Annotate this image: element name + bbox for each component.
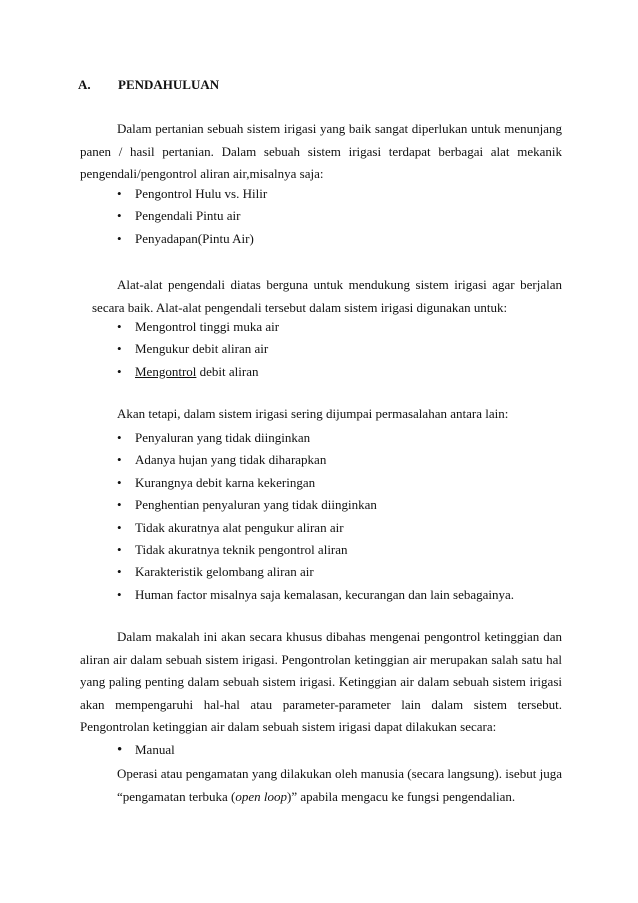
list-item: • Mengontrol tinggi muka air	[117, 316, 279, 338]
intro-paragraph: Dalam pertanian sebuah sistem irigasi yang baik sangat diperlukan untuk menunjang panen / hasil pertanian. Dalam sebuah sistem irigasi terdapat berbagai alat mekanik pengendali/pengontrol aliran air,misalnya saja:	[80, 121, 562, 181]
list-item	[117, 739, 175, 761]
bullet-icon: •	[117, 586, 122, 602]
bullet-icon: •	[117, 230, 122, 246]
mechanism-list	[117, 183, 267, 250]
bullet-icon: •	[117, 186, 122, 201]
bullet-icon: •	[117, 519, 122, 535]
section-heading	[78, 77, 219, 93]
italic-term: open loop	[235, 788, 288, 804]
method-label: Manual	[135, 742, 175, 757]
list-item: • Mengukur debit aliran air	[117, 338, 279, 360]
section-number: A.	[78, 77, 91, 92]
bullet-icon: •	[117, 430, 122, 445]
list-item: • Tidak akuratnya teknik pengontrol aliran	[117, 539, 514, 561]
bullet-icon: •	[117, 742, 123, 758]
problems-intro: Akan tetapi, dalam sistem irigasi sering dijumpai permasalahan antara lain:	[117, 406, 509, 421]
list-item: • Mengontrol debit aliran	[117, 361, 279, 383]
focus-paragraph: Dalam makalah ini akan secara khusus dibahas mengenai pengontrol ketinggian dan aliran air dalam sebuah sistem irigasi. Pengontrolan ketinggian air merupakan salah satu hal yang paling penting dalam sebuah sistem irigasi. Ketinggian air dalam sebuah sistem irigasi akan mempengaruhi hal-hal atau parameter-parameter lain dalam sistem tersebut. Pengontrolan ketinggian air dalam sebuah sistem irigasi dapat dilakukan secara:	[80, 629, 562, 734]
list-item: • Pengendali Pintu air	[117, 205, 267, 227]
bullet-icon: •	[117, 341, 122, 357]
bullet-icon: •	[117, 452, 122, 468]
list-item: • Penghentian penyaluran yang tidak diinginkan	[117, 494, 514, 516]
list-item: • Karakteristik gelombang aliran air	[117, 561, 514, 583]
bullet-icon: •	[117, 541, 122, 557]
list-item: • Penyadapan(Pintu Air)	[117, 228, 267, 250]
list-item: • Human factor misalnya saja kemalasan, kecurangan dan lain sebagainya.	[117, 584, 514, 606]
bullet-icon: •	[117, 319, 122, 334]
manual-description: Operasi atau pengamatan yang dilakukan oleh manusia (secara langsung). isebut juga “pengamatan terbuka (open loop)” apabila mengacu ke fungsi pengendalian.	[117, 766, 562, 804]
bullet-icon: •	[117, 497, 122, 513]
problems-list	[117, 427, 514, 606]
method-list	[117, 739, 175, 761]
list-item: • Pengontrol Hulu vs. Hilir	[117, 183, 267, 205]
list-item: • Penyaluran yang tidak diinginkan	[117, 427, 514, 449]
bullet-icon: •	[117, 474, 122, 490]
purpose-paragraph: Alat-alat pengendali diatas berguna untuk mendukung sistem irigasi agar berjalan secara baik. Alat-alat pengendali tersebut dalam sistem irigasi digunakan untuk:	[92, 277, 562, 315]
list-item: • Tidak akuratnya alat pengukur aliran air	[117, 517, 514, 539]
bullet-icon: •	[117, 564, 122, 580]
bullet-icon: •	[117, 363, 122, 379]
section-title: PENDAHULUAN	[118, 77, 220, 92]
list-item: • Adanya hujan yang tidak diharapkan	[117, 449, 514, 471]
purpose-list	[117, 316, 279, 383]
underlined-word: Mengontrol	[135, 363, 197, 379]
bullet-icon: •	[117, 208, 122, 224]
list-item: • Kurangnya debit karna kekeringan	[117, 472, 514, 494]
